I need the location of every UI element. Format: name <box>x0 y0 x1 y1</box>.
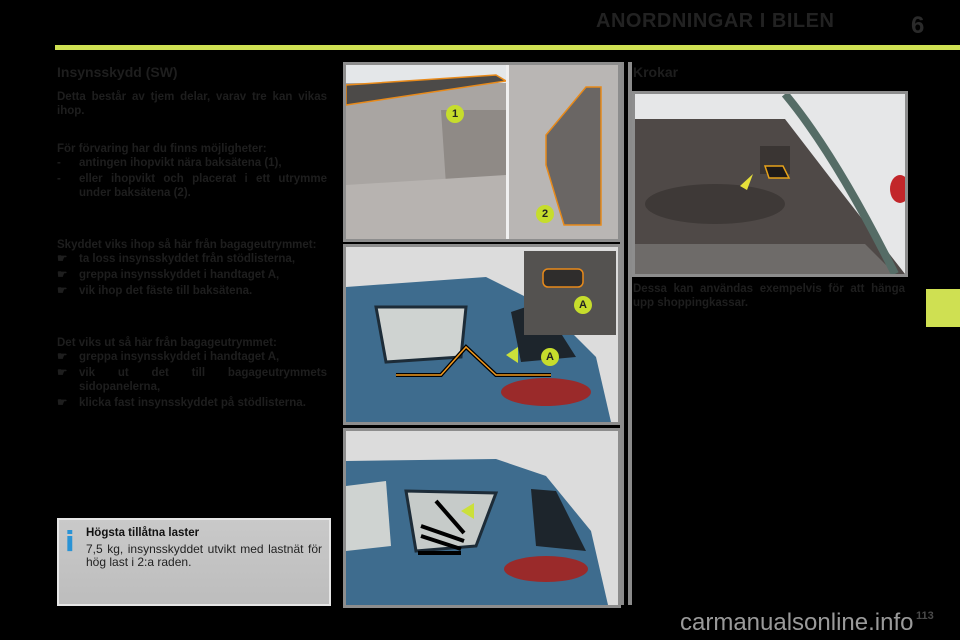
list-item-text: antingen ihopvikt nära baksätena (1), <box>79 157 282 169</box>
pointing-hand-icon: ☛ <box>57 351 68 363</box>
intro-paragraph: Detta består av tjem delar, varav tre kan vikas ihop. <box>57 91 327 117</box>
car-rear-fold-illustration <box>346 247 618 422</box>
fold-steps-list <box>57 252 327 298</box>
cover-fold-figure <box>343 244 621 425</box>
trunk-hook-illustration <box>635 94 905 274</box>
section-heading-hooks: Krokar <box>633 64 679 80</box>
fold-intro: Skyddet viks ihop så här från bagageutrymmet: <box>57 239 317 251</box>
pointing-hand-icon: ☛ <box>57 285 68 297</box>
pointing-hand-icon: ☛ <box>57 367 68 379</box>
pointing-hand-icon: ☛ <box>57 269 68 281</box>
list-item-text: vik ut det till bagageutrymmets sidopanelerna, <box>79 367 327 393</box>
left-column <box>57 64 327 412</box>
watermark: carmanualsonline.info <box>680 609 914 636</box>
list-item <box>57 252 327 266</box>
info-icon: i <box>65 525 75 558</box>
list-item <box>57 268 327 282</box>
chapter-tab[interactable] <box>926 289 960 327</box>
callout-1: 1 <box>446 105 464 123</box>
list-item <box>57 350 327 364</box>
dash-bullet: - <box>57 157 61 169</box>
hooks-description: Dessa kan användas exempelvis för att hänga upp shoppingkassar. <box>633 283 905 309</box>
list-item-text: greppa insynsskyddet i handtaget A, <box>79 351 280 363</box>
callout-2: 2 <box>536 205 554 223</box>
list-item-text: ta loss insynsskyddet från stödlisterna, <box>79 253 296 265</box>
trunk-interior-illustration <box>346 65 618 239</box>
list-item <box>57 172 327 200</box>
chapter-title: ANORDNINGAR I BILEN <box>596 10 835 32</box>
header-rule <box>55 45 960 50</box>
callout-a-inset: A <box>574 296 592 314</box>
unfold-steps-list <box>57 350 327 410</box>
storage-options-list <box>57 156 327 200</box>
page-number: 113 <box>916 610 934 622</box>
pointing-hand-icon: ☛ <box>57 253 68 265</box>
list-item <box>57 284 327 298</box>
unfold-intro: Det viks ut så här från bagageutrymmet: <box>57 337 277 349</box>
chapter-number: 6 <box>911 12 925 39</box>
car-rear-unfold-illustration <box>346 431 618 605</box>
list-item-text: klicka fast insynsskyddet på stödlisterna. <box>79 397 306 409</box>
section-heading-cover: Insynsskydd (SW) <box>57 64 178 80</box>
dash-bullet: - <box>57 173 61 185</box>
list-item-text: greppa insynsskyddet i handtaget A, <box>79 269 280 281</box>
storage-intro: För förvaring har du finns möjligheter: <box>57 143 267 155</box>
cover-unfold-figure <box>343 428 621 608</box>
list-item <box>57 366 327 394</box>
list-item <box>57 156 327 170</box>
list-item-text: eller ihopvikt och placerat i ett utrymme under baksätena (2). <box>79 173 327 199</box>
list-item <box>57 396 327 410</box>
hooks-figure <box>632 91 908 277</box>
info-box-text: 7,5 kg, insynsskyddet utvikt med lastnät för hög last i 2:a raden. <box>86 542 322 569</box>
callout-a: A <box>541 348 559 366</box>
info-box-title: Högsta tillåtna laster <box>86 527 200 539</box>
cover-storage-figure <box>343 62 621 242</box>
list-item-text: vik ihop det fäste till baksätena. <box>79 285 253 297</box>
info-box-max-load <box>57 518 331 606</box>
pointing-hand-icon: ☛ <box>57 397 68 409</box>
